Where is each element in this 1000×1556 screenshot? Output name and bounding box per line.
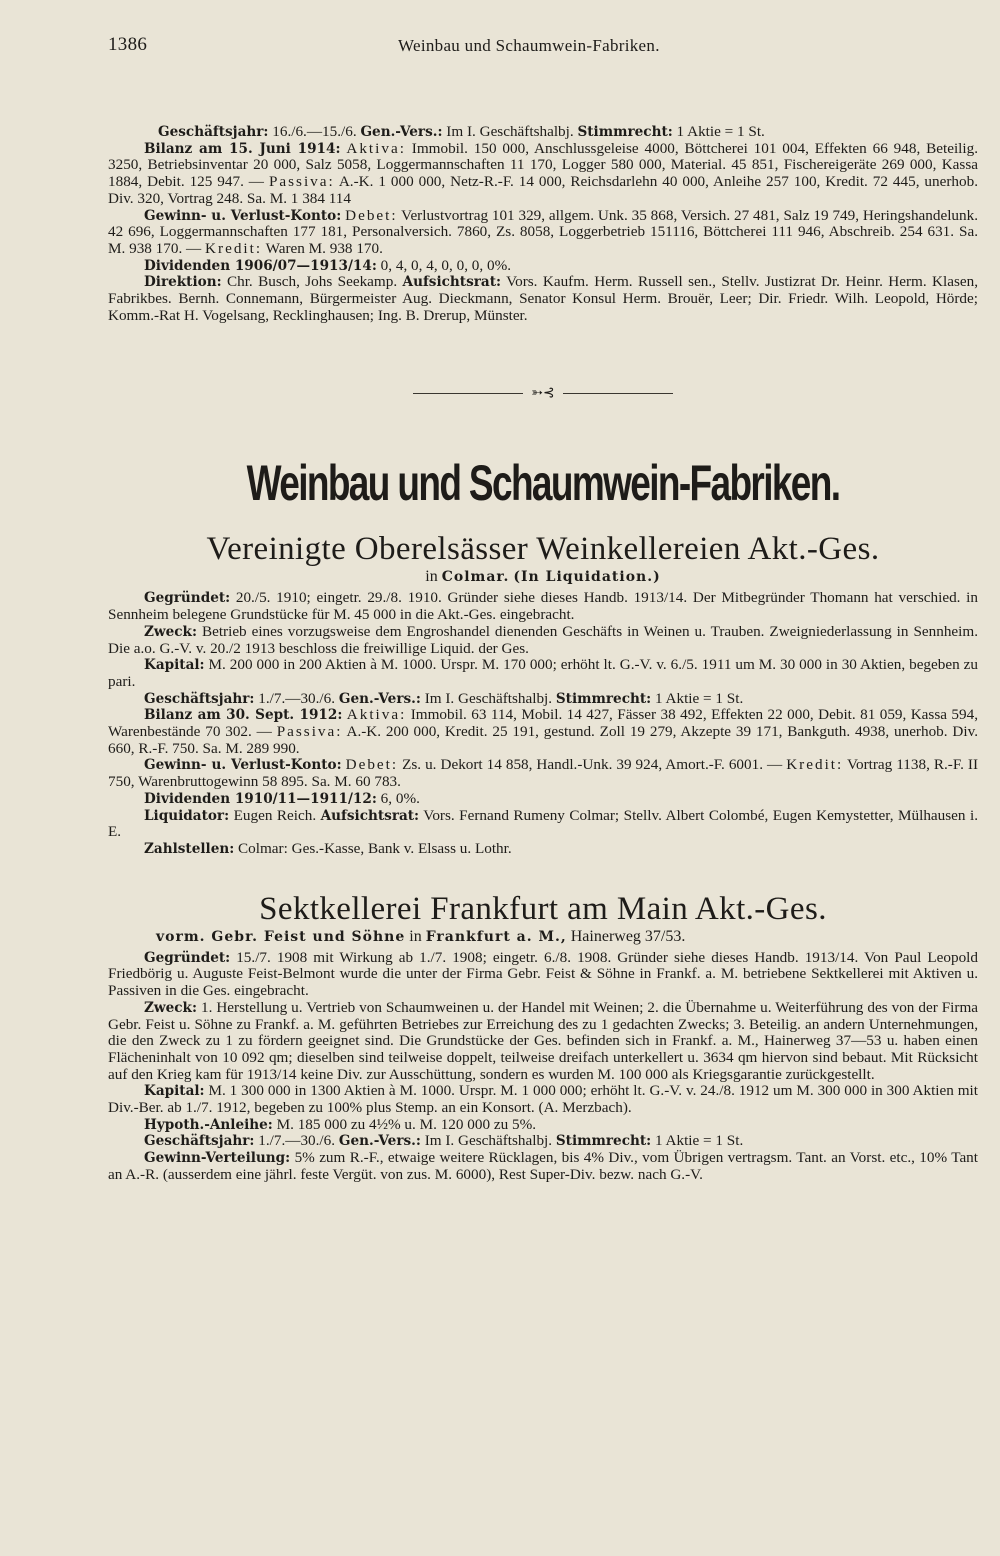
company-subtitle: in Colmar. (In Liquidation.) [425, 568, 661, 586]
profit-distribution-paragraph: Gewinn-Verteilung: 5% zum R.-F., etwaige weitere Rücklagen, bis 4% Div., vom Übrigen vertragsm. Tant. an Vorst. etc., 10% Tant an A.-R. (ausserdem eine jährl. feste Vergüt. von zus. M. 6000), Rest Super-Div. bezw. nach G.-V. [108, 1149, 978, 1183]
profit-loss-paragraph: Gewinn- u. Verlust-Konto: Debet: Zs. u. Dekort 14 858, Handl.-Unk. 39 924, Amort.-F. 6001. — Kredit: Vortrag 1138, R.-F. II 750, Warenbruttogewinn 58 895. Sa. M. 60 783. [108, 756, 979, 791]
separator-line-right [563, 393, 673, 394]
company-subtitle: vorm. Gebr. Feist und Söhne in Frankfurt a. M., Hainerweg 37/53. [156, 927, 686, 945]
company-entry [108, 950, 978, 1184]
running-title: Weinbau und Schaumwein-Fabriken. [398, 36, 660, 55]
founded-paragraph: Gegründet: 20./5. 1910; eingetr. 29./8. 1910. Gründer siehe dieses Handb. 1913/14. Der Mitbegründer Thomann hat verschied. in Sennheim belegene Grundstücke für M. 45 000 in die Akt.-Ges. eingebracht. [108, 589, 978, 624]
profit-loss-paragraph: Gewinn- u. Verlust-Konto: Debet: Verlustvortrag 101 329, allgem. Unk. 35 868, Versich. 27 481, Salz 19 749, Heringshandelunk. 42 696, Loggermannschaften 177 181, Personalversich. 7860, Zs. 8058, Loggerbetrieb 151116, Böttcherei 111 946, Abschreib. 254 631. Sa. M. 938 170. — Kredit: Waren M. 938 170. [108, 206, 979, 257]
mortgage-loan-paragraph: Hypoth.-Anleihe: M. 185 000 zu 4½% u. M. 120 000 zu 5%. [144, 1115, 537, 1133]
running-head [108, 34, 978, 70]
dividends-paragraph: Dividenden 1906/07—1913/14: 0, 4, 0, 4, 0, 0, 0, 0%. [144, 256, 512, 274]
section-separator [108, 382, 978, 404]
purpose-paragraph: Zweck: Betrieb eines vorzugsweise dem Engroshandel dienenden Geschäfts in Weinen u. Trauben. Zweigniederlassung in Sennheim. Die a.o. G.-V. v. 20./2 1913 beschloss die freiwillige Liquid. der Ges. [108, 622, 978, 657]
fiscal-year-paragraph: Geschäftsjahr: 16./6.—15./6. Gen.-Vers.: Im I. Geschäftshalbj. Stimmrecht: 1 Aktie = 1 St. [158, 123, 765, 140]
fiscal-year-paragraph: Geschäftsjahr: 1./7.—30./6. Gen.-Vers.: Im I. Geschäftshalbj. Stimmrecht: 1 Aktie = 1 St. [144, 689, 744, 707]
dividends-paragraph: Dividenden 1910/11—1911/12: 6, 0%. [144, 789, 420, 807]
founded-paragraph: Gegründet: 15./7. 1908 mit Wirkung ab 1./7. 1908; eingetr. 6./8. 1908. Gründer siehe dieses Handb. 1913/14. Von Paul Leopold Friedbörig u. Auguste Feist-Belmont wurde die unter der Firma Gebr. Feist & Söhne in Frankf. a. M. betriebene Sektkellerei mit Aktiven u. Passiven in die Ges. eingebracht. [108, 948, 978, 1000]
balance-paragraph: Bilanz am 30. Sept. 1912: Aktiva: Immobil. 63 114, Mobil. 14 427, Fässer 38 492, Effekten 22 000, Debit. 81 059, Kassa 594, Warenbestände 70 302. — Passiva: A.-K. 200 000, Kredit. 25 191, gestund. Zoll 19 279, Akzepte 39 171, Bankguth. 4938, unerhob. Div. 660, R.-F. 750. Sa. M. 289 990. [108, 706, 978, 757]
separator-line-left [413, 393, 523, 394]
balance-paragraph: Bilanz am 15. Juni 1914: Aktiva: Immobil. 150 000, Anschlussgeleise 4000, Böttcherei 101 004, Effekten 66 948, Beteilig. 3250, Betriebsinventar 20 000, Salz 5058, Loggermannschaften 11 170, Logger 580 000, Material. 45 851, Fischereigeräte 269 000, Kassa 1884, Debit. 125 947. — Passiva: A.-K. 1 000 000, Netz-R.-F. 14 000, Reichsdarlehn 40 000, Anleihe 257 100, Kredit. 72 445, unerhob. Div. 320, Vortrag 248. Sa. M. 1 384 114 [108, 139, 979, 207]
paying-agents-paragraph: Zahlstellen: Colmar: Ges.-Kasse, Bank v. Elsass u. Lothr. [144, 839, 512, 857]
liquidator-paragraph: Liquidator: Eugen Reich. Aufsichtsrat: Vors. Fernand Rumeny Colmar; Stellv. Albert Colombé, Eugen Kemystetter, Mülhausen i. E. [108, 806, 978, 841]
fiscal-year-paragraph: Geschäftsjahr: 1./7.—30./6. Gen.-Vers.: Im I. Geschäftshalbj. Stimmrecht: 1 Aktie = 1 St. [144, 1132, 744, 1150]
company-entry [108, 590, 978, 857]
separator-ornament-icon: ➳⊰ [531, 385, 555, 402]
company-title: Sektkellerei Frankfurt am Main Akt.-Ges. [259, 890, 827, 927]
company-title: Vereinigte Oberelsässer Weinkellereien Akt.-Ges. [206, 531, 880, 568]
page-number: 1386 [108, 34, 148, 55]
previous-company-entry [108, 124, 978, 324]
purpose-paragraph: Zweck: 1. Herstellung u. Vertrieb von Schaumweinen u. der Handel mit Weinen; 2. die Übernahme u. Weiterführung des von der Firma Gebr. Feist u. Söhne zu Frankf. a. M. geführten Betriebes zur Erreichung des zu 1 gedachten Zwecks; 3. Beteilig. an andern Unternehmungen, die den Zweck zu 1 zu fördern geeignet sind. Die Grundstücke der Ges. befinden sich in Frankf. a. M., Hainerweg 37—53 u. haben einen Flächeninhalt von 10 092 qm; dieselben sind teilweise doppelt, teilweise dreifach unterkellert u. 3634 qm hiervon sind bebaut. Mit Rücksicht auf den Krieg kam für 1913/14 keine Div. zur Ausschüttung, sondern es wurden M. 100 000 als Kriegsgarantie zurückgestellt. [108, 998, 978, 1083]
capital-paragraph: Kapital: M. 200 000 in 200 Aktien à M. 1000. Urspr. M. 170 000; erhöht lt. G.-V. v. 6./5. 1911 um M. 30 000 in 30 Aktien, begeben zu pari. [108, 656, 978, 690]
section-title: Weinbau und Schaumwein-Fabriken. [246, 455, 840, 512]
capital-paragraph: Kapital: M. 1 300 000 in 1300 Aktien à M. 1000. Urspr. M. 1 000 000; erhöht lt. G.-V. v. 24./8. 1912 um M. 300 000 in 300 Aktien mit Div.-Ber. ab 1./7. 1912, begeben zu 100% plus Stemp. an ein Konsort. (A. Merzbach). [108, 1082, 978, 1117]
management-paragraph: Direktion: Chr. Busch, Johs Seekamp. Aufsichtsrat: Vors. Kaufm. Herm. Russell sen., Stellv. Justizrat Dr. Heinr. Herm. Klasen, Fabrikbes. Bernh. Connemann, Bürgermeister Aug. Dieckmann, Senator Konsul Herm. Brouër, Leer; Dir. Friedr. Wilh. Leopold, Hörde; Komm.-Rat H. Vogelsang, Recklinghausen; Ing. B. Drerup, Münster. [108, 273, 979, 324]
